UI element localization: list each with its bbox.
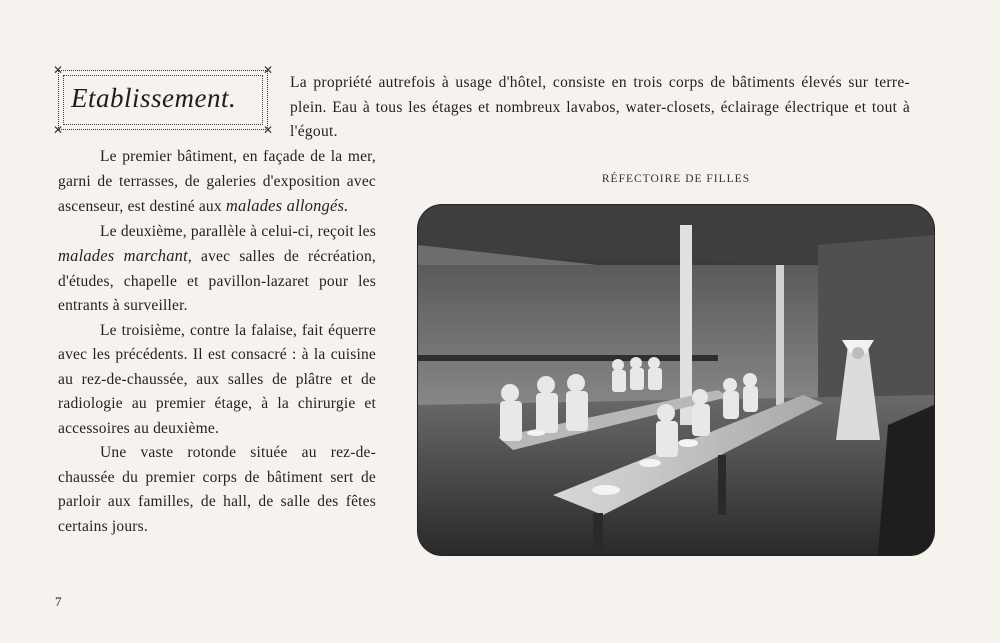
section-title: Etablissement. bbox=[71, 83, 237, 113]
paragraph-2-emphasis: malades marchant bbox=[58, 246, 188, 265]
paragraph-2-text-b: , avec salles de récréation, d'études, chapelle et pavillon-lazaret pour les entrants à surveiller. bbox=[58, 248, 377, 314]
title-frame bbox=[53, 63, 273, 137]
intro-paragraph: La propriété autrefois à usage d'hôtel, consiste en trois corps de bâtiments élevés sur terre-plein. Eau à tous les étages et nombreux lavabos, water-closets, éclairage électrique et tout à l'égout. bbox=[290, 74, 910, 140]
paragraph-1-emphasis: malades allongés. bbox=[225, 196, 349, 215]
paragraph-3: Le troisième, contre la falaise, fait équerre avec les précédents. Il est consacré : à la cuisine au rez-de-chaussée, aux salles de plâtre et de radiologie au premier étage, à la chirurgie et accessoires au deuxième. bbox=[58, 321, 376, 437]
photo-caption: RÉFECTOIRE DE FILLES bbox=[601, 173, 751, 185]
ornament-icon: ✕ bbox=[262, 123, 273, 137]
ornament-icon: ✕ bbox=[53, 63, 64, 77]
body-text bbox=[58, 145, 376, 539]
paragraph-2-text-a: Le deuxième, parallèle à celui-ci, reçoit les bbox=[100, 222, 376, 240]
page-number: 7 bbox=[55, 594, 62, 609]
paragraph-4: Une vaste rotonde située au rez-de-chaussée du premier corps de bâtiment sert de parloir aux familles, de hall, de salle des fêtes certains jours. bbox=[58, 444, 376, 535]
refectory-photo bbox=[418, 205, 934, 555]
paragraph-1 bbox=[58, 145, 376, 220]
paragraph-2 bbox=[58, 220, 376, 319]
ornament-icon: ✕ bbox=[262, 63, 273, 77]
ornament-icon: ✕ bbox=[53, 123, 64, 137]
paragraph-1-text: Le premier bâtiment, en façade de la mer, garni de terrasses, de galeries d'exposition avec ascenseur, est destiné aux bbox=[58, 148, 376, 215]
